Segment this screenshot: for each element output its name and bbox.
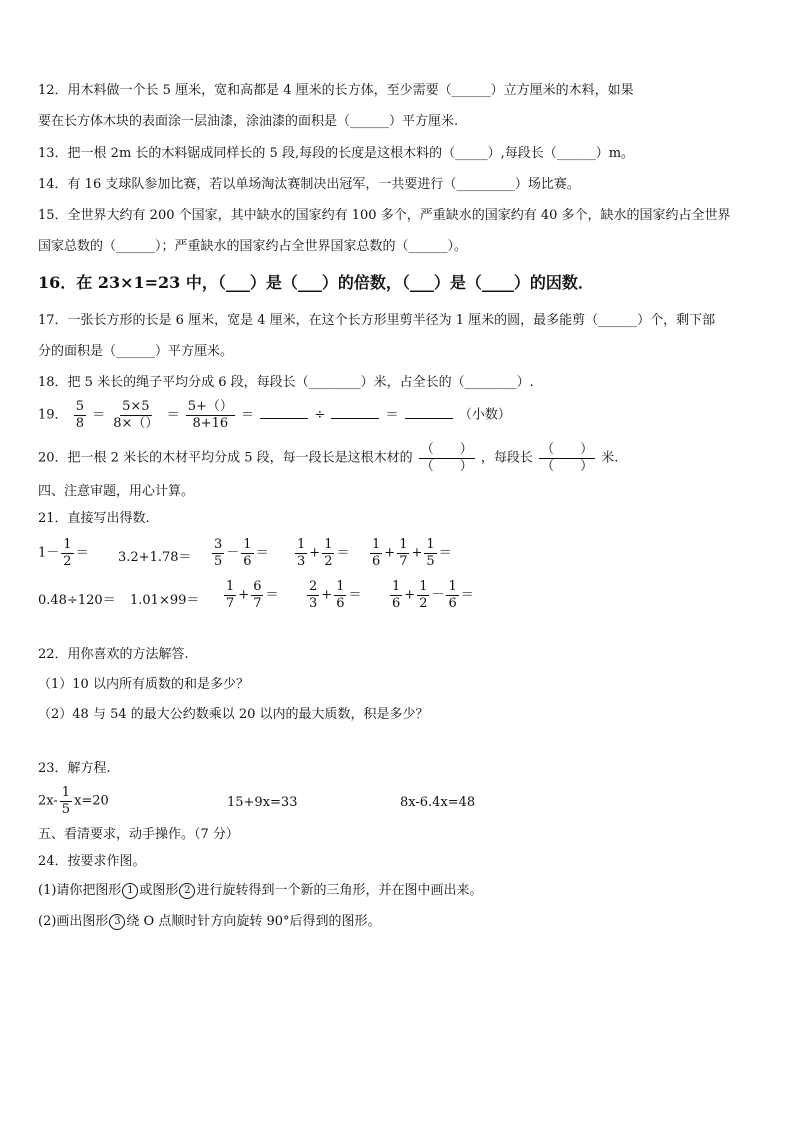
- q21-expr-1c: $\frac{3}{5}$ － $\frac{1}{6}$ ＝: [214, 537, 269, 569]
- q24-title: 24．按要求作图。: [38, 854, 146, 869]
- q23-equation-2: 15+9x=33: [227, 795, 298, 810]
- q24-part-1: (1)请你把图形 1 或图形 2 进行旋转得到一个新的三角形，并在图中画出来。: [38, 883, 483, 898]
- q21-expr-1a: 1－ $\frac{1}{2}$ ＝: [38, 537, 89, 569]
- q17-line2: 分的面积是（______）平方厘米。: [38, 344, 234, 359]
- q22-title: 22．用你喜欢的方法解答.: [38, 647, 189, 662]
- q21-expr-2c: $\frac{1}{7}$ + $\frac{6}{7}$ ＝: [226, 579, 279, 611]
- answer-blank[interactable]: [405, 406, 453, 419]
- q12-line2: 要在长方体木块的表面涂一层油漆，涂油漆的面积是（______）平方厘米.: [38, 114, 459, 129]
- q14-text: 14．有 16 支球队参加比赛，若以单场淘汰赛制决出冠军，一共要进行（_________）场比赛。: [38, 177, 580, 192]
- circled-number-1: 1: [122, 883, 138, 899]
- circled-number-3: 3: [109, 914, 125, 930]
- section-4-heading: 四、注意审题，用心计算。: [38, 484, 195, 499]
- q20-text-2: ，每段长: [480, 450, 533, 466]
- q21-expr-1b: 3.2+1.78＝: [118, 550, 192, 565]
- equals-sign: ＝: [92, 407, 106, 423]
- q12-line1: 12．用木料做一个长 5 厘米，宽和高都是 4 厘米的长方体，至少需要（______）立方厘米的木料，如果: [38, 83, 634, 98]
- q15-line1: 15．全世界大约有 200 个国家，其中缺水的国家约有 100 多个，严重缺水的国家约有 40 多个，缺水的国家约占全世界: [38, 208, 731, 223]
- q17-line1: 17．一张长方形的长是 6 厘米，宽是 4 厘米，在这个长方形里剪半径为 1 厘米的圆，最多能剪（______）个，剩下部: [38, 313, 716, 328]
- q19-fraction-3: $\frac{5+()}{8+16}$: [187, 399, 233, 431]
- q18-text: 18．把 5 米长的绳子平均分成 6 段，每段长（________）米，占全长的（________）.: [38, 375, 534, 390]
- q22-part-1: （1）10 以内所有质数的和是多少？: [38, 677, 249, 692]
- equals-sign: ＝: [166, 407, 180, 423]
- q16-text: 16．在 23×1=23 中，（___）是（___）的倍数，（___）是（____）的因数．: [38, 273, 594, 292]
- q20-fraction-blank-1[interactable]: $\frac{( )}{( )}$: [420, 442, 473, 474]
- q21-expr-2b: 1.01×99＝: [130, 593, 200, 608]
- equals-sign: ＝: [385, 407, 399, 423]
- answer-blank[interactable]: [260, 406, 308, 419]
- circled-number-2: 2: [179, 883, 195, 899]
- q15-line2: 国家总数的（______）；严重缺水的国家约占全世界国家总数的（______）。: [38, 239, 468, 254]
- answer-blank[interactable]: [331, 406, 379, 419]
- q21-expr-2e: $\frac{1}{6}$ + $\frac{1}{2}$ － $\frac{1}{6}$ ＝: [392, 579, 474, 611]
- divide-sign: ÷: [314, 407, 326, 423]
- q20-fraction-blank-2[interactable]: $\frac{( )}{( )}$: [541, 442, 594, 474]
- q19-line: [38, 400, 511, 430]
- q19-fraction-2: $\frac{5\times 5}{8\times()}$: [113, 399, 159, 431]
- equals-sign: ＝: [241, 407, 255, 423]
- q23-equation-3: 8x-6.4x=48: [400, 795, 476, 810]
- q21-expr-2d: $\frac{2}{3}$ + $\frac{1}{6}$ ＝: [309, 579, 362, 611]
- q20-text-3: 米.: [601, 450, 619, 466]
- q21-expr-1e: $\frac{1}{6}$ + $\frac{1}{7}$ + $\frac{1}{5}$ ＝: [372, 537, 452, 569]
- q19-note: （小数）: [458, 407, 511, 423]
- q21-title: 21．直接写出得数.: [38, 511, 150, 526]
- q20-line: [38, 443, 618, 473]
- section-5-heading: 五、看清要求，动手操作。（7 分）: [38, 827, 239, 842]
- q21-expr-2a: 0.48÷120＝: [38, 593, 116, 608]
- q19-fraction-1: $\frac{5}{8}$: [75, 399, 84, 431]
- q13-text: 13．把一根 2m 长的木料锯成同样长的 5 段,每段的长度是这根木料的（_____）,每段长（______）m。: [38, 146, 635, 161]
- q20-text-1: 20．把一根 2 米长的木材平均分成 5 段，每一段长是这根木材的: [38, 450, 413, 466]
- q19-number: 19．: [38, 407, 68, 423]
- q21-expr-1d: $\frac{1}{3}$ + $\frac{1}{2}$ ＝: [297, 537, 350, 569]
- q23-title: 23．解方程.: [38, 761, 111, 776]
- q23-equation-1: 2x- $\frac{1}{5}$ x=20: [38, 785, 109, 817]
- q22-part-2: （2）48 与 54 的最大公约数乘以 20 以内的最大质数，积是多少？: [38, 707, 429, 722]
- q24-part-2: (2)画出图形 3 绕 O 点顺时针方向旋转 90°后得到的图形。: [38, 914, 381, 929]
